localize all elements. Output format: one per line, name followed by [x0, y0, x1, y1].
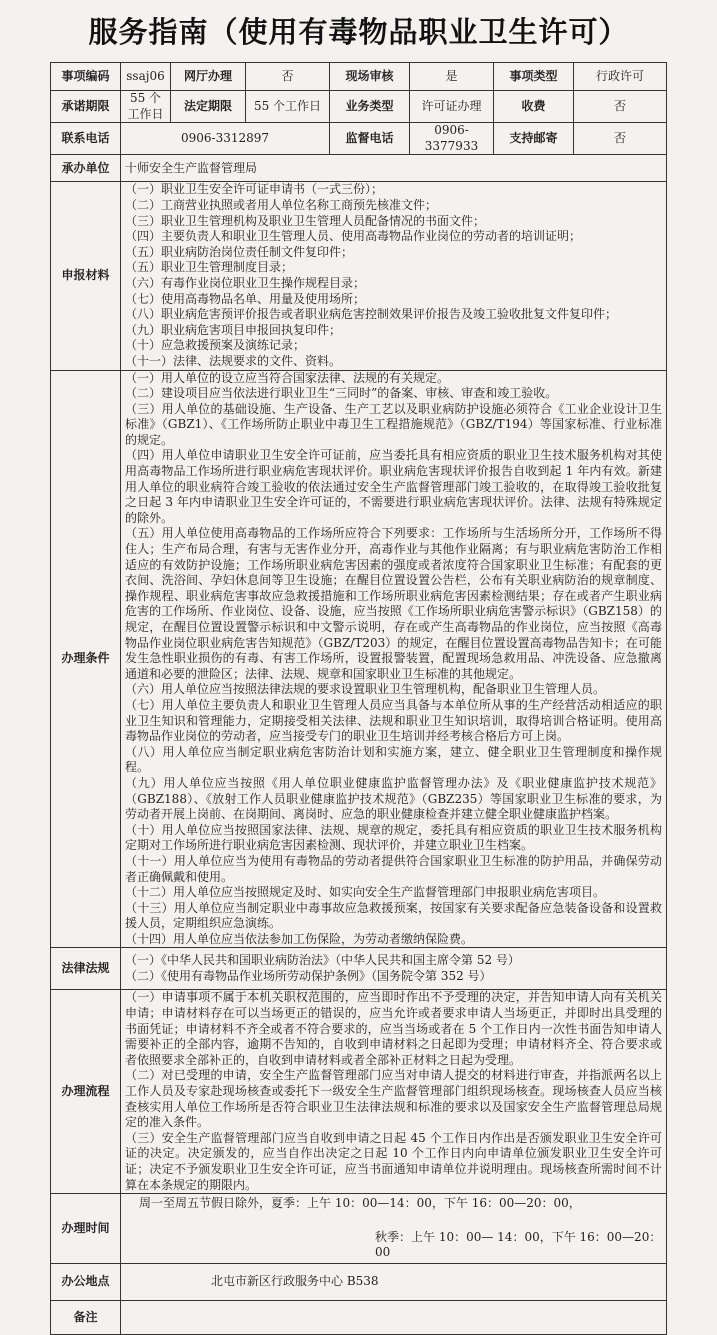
list-item: （十）应急救援预案及演练记录； [125, 338, 306, 353]
legal-label: 法定期限 [171, 91, 246, 123]
list-item: （十一）用人单位应当为使用有毒物品的劳动者提供符合国家职业卫生标准的防护用品，并确保劳动者正确佩戴和使用。 [125, 853, 662, 884]
list-item: （四）用人单位申请职业卫生安全许可证前，应当委托具有相应资质的职业卫生技术服务机构对其使用高毒物品工作场所进行职业病危害现状评价。职业病危害现状评价报告自收到起 1 年内有效。新建用人单位的职业病符合竣工验收的依法通过安全生产监督管理部门竣工验收的，在取得竣工验收批复之日起 3 年内申请职业卫生安全许可证的，不需要进行职业病危害现状评价。法律、法规有特殊规定的除外。 [125, 448, 662, 525]
table-row [51, 370, 667, 948]
code-value: ssaj06 [121, 63, 171, 91]
service-guide-table [50, 62, 667, 1335]
list-item: （六）有毒作业岗位职业卫生操作规程目录； [125, 275, 366, 290]
list-item: （十四）用人单位应当依法参加工伤保险，为劳动者缴纳保险费。 [125, 931, 474, 946]
hours-label: 办理时间 [51, 1194, 121, 1264]
table-row [51, 123, 667, 155]
list-item: （八）用人单位应当制定职业病危害防治计划和实施方案，建立、健全职业卫生管理制度和操作规程。 [125, 744, 662, 775]
type-value: 行政许可 [574, 63, 667, 91]
table-row [51, 1194, 667, 1264]
table-row [51, 91, 667, 123]
online-value: 否 [246, 63, 330, 91]
list-item: （五）用人单位使用高毒物品的工作场所应符合下列要求：工作场所与生活场所分开，工作场所不得住人；生产布局合理，有害与无害作业分开，高毒作业与其他作业隔离；有与职业病危害防治工作相适应的有效防护设施；工作场所职业病危害因素的强度或者浓度符合国家职业卫生标准；有配套的更衣间、洗浴间、孕妇休息间等卫生设施；在醒目位置设置公告栏，公布有关职业病防治的规章制度、操作规程、职业病危害事故应急救援措施和工作场所职业病危害因素检测结果；存在或者产生职业病危害的工作场所、作业岗位、设备、设施，应当按照《工作场所职业病危害警示标识》（GBZ158）的规定，在醒目位置设置警示标识和中文警示说明，存在或产生高毒物品的作业岗位，应当按照《高毒物品作业岗位职业病危害告知规范》（GBZ/T203）的规定，在醒目位置设置高毒物品告知卡；在可能发生急性职业损伤的有毒、有害工作场所，设置报警装置，配置现场急救用品、冲洗设备、应急撤离通道和必要的泄险区；法律、法规、规章和国家职业卫生标准的其他规定。 [125, 526, 662, 681]
list-item: （一）职业卫生安全许可证申请书（一式三份）； [125, 182, 384, 197]
hours-autumn: 秋季：上午 10：00— 14：00，下午 16：00—20：00 [375, 1229, 662, 1260]
list-item: （二）工商营业执照或者用人单位名称工商预先核准文件； [125, 197, 438, 212]
phone-value: 0906-3312897 [121, 123, 330, 155]
page-title: 服务指南（使用有毒物品职业卫生许可） [88, 15, 629, 49]
materials-list [121, 182, 667, 370]
biz-label: 业务类型 [330, 91, 410, 123]
unit-label: 承办单位 [51, 155, 121, 182]
list-item: （十一）法律、法规要求的文件、资料。 [125, 353, 342, 368]
conditions-label: 办理条件 [51, 370, 121, 948]
process-list [121, 990, 667, 1194]
unit-value: 十师安全生产监督管理局 [121, 155, 667, 182]
code-label: 事项编码 [51, 63, 121, 91]
fee-value: 否 [574, 91, 667, 123]
promise-label: 承诺期限 [51, 91, 121, 123]
list-item: （七）使用高毒物品名单、用量及使用场所； [125, 291, 366, 306]
mail-label: 支持邮寄 [494, 123, 574, 155]
laws-label: 法律法规 [51, 948, 121, 990]
list-item: （七）用人单位主要负责人和职业卫生管理人员应当具备与本单位所从事的生产经营活动相适应的职业卫生知识和管理能力，定期接受相关法律、法规和职业卫生知识培训，取得培训合格证明。使用高毒物品作业岗位的劳动者，应当接受专门的职业卫生培训并经考核合格后方可上岗。 [125, 697, 662, 744]
list-item: （三）安全生产监督管理部门应当自收到申请之日起 45 个工作日内作出是否颁发职业卫生安全许可证的决定。决定颁发的，应当自作出决定之日起 10 个工作日内向申请单位颁发职业卫生安全许可证；决定不予颁发职业卫生安全许可证，应当书面通知申请单位并说明理由。现场核查所需时间不计算在本条规定的期限内。 [125, 1130, 662, 1192]
list-item: （十）用人单位应当按照国家法律、法规、规章的规定，委托具有相应资质的职业卫生技术服务机构定期对工作场所进行职业病危害因素检测、现状评价，并建立职业卫生档案。 [125, 822, 662, 853]
laws-list [121, 948, 667, 990]
legal-value: 55 个工作日 [246, 91, 330, 123]
table-row [51, 155, 667, 182]
list-item: （五）职业卫生管理制度目录； [125, 260, 294, 275]
onsite-value: 是 [410, 63, 494, 91]
list-item: （三）用人单位的基础设施、生产设备、生产工艺以及职业病防护设施必须符合《工业企业设计卫生标准》（GBZ1）、《工作场所防止职业中毒卫生工程措施规范》（GBZ/T194）等国家标准、行业标准的规定。 [125, 401, 662, 447]
fee-label: 收费 [494, 91, 574, 123]
table-row [51, 990, 667, 1194]
table-row [51, 1264, 667, 1301]
supervise-label: 监督电话 [330, 123, 410, 155]
remarks-value [121, 1301, 667, 1335]
type-label: 事项类型 [494, 63, 574, 91]
supervise-value: 0906-3377933 [410, 123, 494, 155]
process-label: 办理流程 [51, 990, 121, 1194]
list-item: （八）职业病危害预评价报告或者职业病危害控制效果评价报告及竣工验收批复文件复印件； [125, 307, 618, 322]
list-item: （一）申请事项不属于本机关职权范围的，应当即时作出不予受理的决定，并告知申请人向有关机关申请；申请材料存在可以当场更正的错误的，应当允许或者要求申请人当场更正，并即时出具受理的书面凭证；申请材料不齐全或者不符合要求的，应当当场或者在 5 个工作日内一次性书面告知申请人需要补正的全部内容，逾期不告知的，自收到申请材料之日起即为受理；申请材料齐全、符合要求或者依照要求全部补正的，自收到申请材料或者全部补正材料之日起为受理。 [125, 990, 662, 1067]
list-item: （十二）用人单位应当按照规定及时、如实向安全生产监督管理部门申报职业病危害项目。 [125, 885, 606, 900]
biz-value: 许可证办理 [410, 91, 494, 123]
table-row [51, 63, 667, 91]
remarks-label: 备注 [51, 1301, 121, 1335]
promise-value: 55 个工作日 [121, 91, 171, 123]
online-label: 网厅办理 [171, 63, 246, 91]
mail-value: 否 [574, 123, 667, 155]
list-item: （三）职业卫生管理机构及职业卫生管理人员配备情况的书面文件； [125, 213, 486, 228]
list-item: （一）用人单位的设立应当符合国家法律、法规的有关规定。 [125, 370, 450, 385]
list-item: （四）主要负责人和职业卫生管理人员、使用高毒物品作业岗位的劳动者的培训证明； [125, 229, 582, 244]
table-row [51, 1301, 667, 1335]
onsite-label: 现场审核 [330, 63, 410, 91]
address-value: 北屯市新区行政服务中心 B538 [121, 1264, 667, 1301]
list-item: （二）建设项目应当依法进行职业卫生“三同时”的备案、审核、审查和竣工验收。 [125, 386, 558, 401]
list-item: （九）职业病危害项目申报回执复印件； [125, 322, 342, 337]
list-item: （一）《中华人民共和国职业病防治法》（中华人民共和国主席令第 52 号） [125, 953, 520, 968]
list-item: （六）用人单位应当按照法律法规的要求设置职业卫生管理机构，配备职业卫生管理人员。 [125, 682, 606, 697]
list-item: （二）《使用有毒物品作业场所劳动保护条例》（国务院令第 352 号） [125, 968, 492, 983]
hours-summer: 周一至周五节假日除外，夏季：上午 10：00—14：00，下午 16：00—20：00， [139, 1196, 581, 1211]
table-row [51, 948, 667, 990]
list-item: （十三）用人单位应当制定职业中毒事故应急救援预案，按国家有关要求配备应急装备设备和设置救援人员，定期组织应急演练。 [125, 900, 662, 931]
hours-text [121, 1194, 667, 1264]
list-item: （九）用人单位应当按照《用人单位职业健康监护监督管理办法》及《职业健康监护技术规范》（GBZ188）、《放射工作人员职业健康监护技术规范》（GBZ235）等国家职业卫生标准的要求，为劳动者开展上岗前、在岗期间、离岗时、应急的职业健康检查并建立健全职业健康监护档案。 [125, 775, 662, 822]
address-label: 办公地点 [51, 1264, 121, 1301]
table-row [51, 182, 667, 370]
phone-label: 联系电话 [51, 123, 121, 155]
conditions-list [121, 370, 667, 948]
list-item: （五）职业病防治岗位责任制文件复印件； [125, 244, 354, 259]
list-item: （二）对已受理的申请，安全生产监督管理部门应当对申请人提交的材料进行审查，并指派两名以上工作人员及专家赴现场核查或委托下一级安全生产监督管理部门组织现场核查。现场核查人员应当核查核实用人单位工作场所是否符合职业卫生法律法规和标准的要求以及国家安全生产监督管理总局规定的准入条件。 [125, 1068, 662, 1130]
materials-label: 申报材料 [51, 182, 121, 370]
